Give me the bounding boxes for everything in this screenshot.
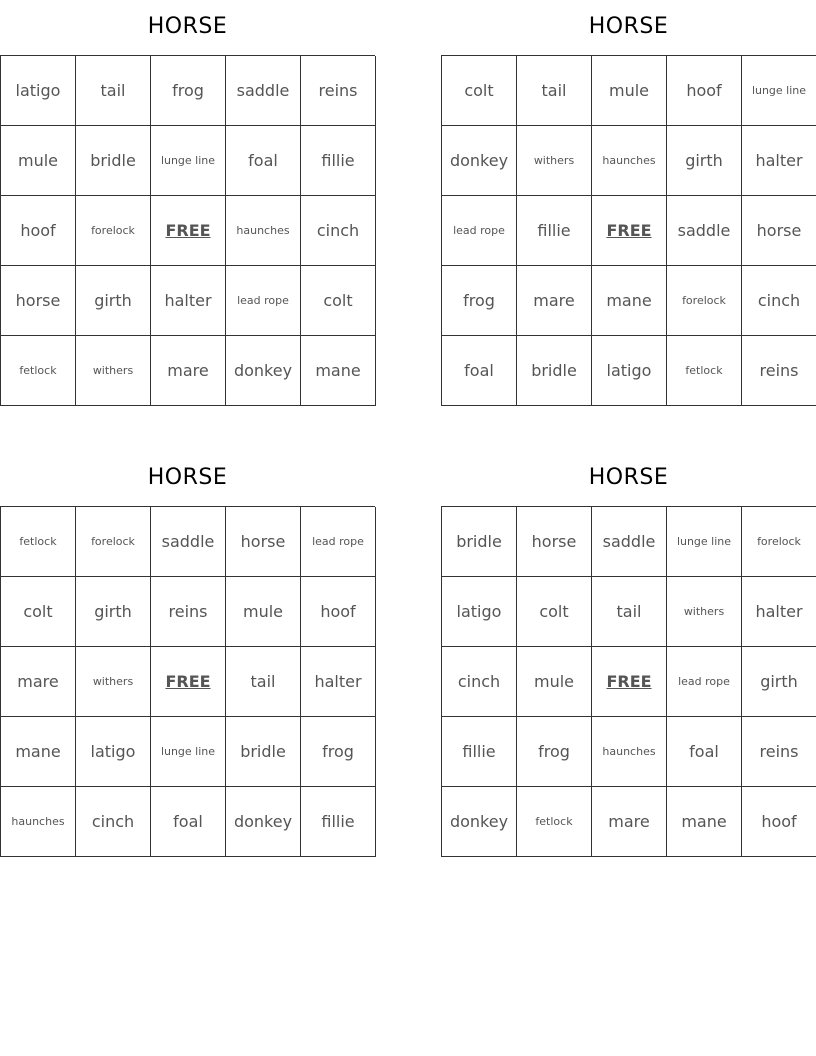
- bingo-cell: bridle: [76, 126, 151, 196]
- bingo-cell: tail: [226, 647, 301, 717]
- bingo-cell: saddle: [226, 56, 301, 126]
- bingo-cell: cinch: [76, 787, 151, 857]
- bingo-cell: foal: [442, 336, 517, 406]
- bingo-cell: foal: [151, 787, 226, 857]
- card-title: HORSE: [588, 14, 669, 39]
- bingo-cell: halter: [151, 266, 226, 336]
- bingo-cell: colt: [1, 577, 76, 647]
- bingo-cell: girth: [667, 126, 742, 196]
- bingo-cell: saddle: [592, 507, 667, 577]
- bingo-cell: fetlock: [517, 787, 592, 857]
- bingo-cell: cinch: [442, 647, 517, 717]
- bingo-cell: haunches: [1, 787, 76, 857]
- bingo-cell: halter: [301, 647, 376, 717]
- bingo-cell: hoof: [667, 56, 742, 126]
- bingo-cell: tail: [592, 577, 667, 647]
- bingo-cell: withers: [667, 577, 742, 647]
- bingo-cell: donkey: [442, 787, 517, 857]
- bingo-cell: mule: [592, 56, 667, 126]
- bingo-grid: [441, 55, 816, 406]
- bingo-cell: lunge line: [667, 507, 742, 577]
- bingo-cell: foal: [226, 126, 301, 196]
- bingo-cell: lead rope: [442, 196, 517, 266]
- bingo-cell: mane: [592, 266, 667, 336]
- bingo-cell: donkey: [226, 336, 301, 406]
- bingo-cell: forelock: [667, 266, 742, 336]
- bingo-cell: hoof: [301, 577, 376, 647]
- bingo-cell: colt: [442, 56, 517, 126]
- bingo-cell: bridle: [517, 336, 592, 406]
- card-title: HORSE: [147, 14, 228, 39]
- bingo-cell: lunge line: [151, 717, 226, 787]
- bingo-cell: girth: [76, 577, 151, 647]
- bingo-card-2: [441, 0, 816, 406]
- card-title: HORSE: [588, 465, 669, 490]
- bingo-cell: fillie: [301, 787, 376, 857]
- card-title: HORSE: [147, 465, 228, 490]
- bingo-cell: reins: [301, 56, 376, 126]
- bingo-cell: lead rope: [226, 266, 301, 336]
- bingo-cell: donkey: [442, 126, 517, 196]
- bingo-cell: mane: [667, 787, 742, 857]
- bingo-cell: reins: [151, 577, 226, 647]
- bingo-cell: mule: [226, 577, 301, 647]
- bingo-cell: frog: [301, 717, 376, 787]
- bingo-cell: mare: [1, 647, 76, 717]
- bingo-cell: latigo: [1, 56, 76, 126]
- bingo-cell: fetlock: [667, 336, 742, 406]
- bingo-cell: forelock: [76, 507, 151, 577]
- bingo-card-4: [441, 451, 816, 857]
- bingo-cell: forelock: [76, 196, 151, 266]
- bingo-cell: mare: [151, 336, 226, 406]
- free-space: FREE: [151, 196, 226, 266]
- bingo-cell: bridle: [226, 717, 301, 787]
- bingo-cell: lead rope: [667, 647, 742, 717]
- bingo-cell: saddle: [667, 196, 742, 266]
- bingo-cell: reins: [742, 717, 816, 787]
- bingo-cell: hoof: [1, 196, 76, 266]
- bingo-cell: cinch: [742, 266, 816, 336]
- bingo-card-3: [0, 451, 375, 857]
- bingo-cell: cinch: [301, 196, 376, 266]
- bingo-cell: fetlock: [1, 507, 76, 577]
- bingo-cell: mule: [517, 647, 592, 717]
- bingo-card-1: [0, 0, 375, 406]
- bingo-cell: withers: [76, 336, 151, 406]
- bingo-cell: withers: [76, 647, 151, 717]
- bingo-cell: latigo: [76, 717, 151, 787]
- bingo-cell: bridle: [442, 507, 517, 577]
- bingo-cell: horse: [742, 196, 816, 266]
- bingo-cell: horse: [226, 507, 301, 577]
- free-space: FREE: [592, 647, 667, 717]
- bingo-cell: latigo: [442, 577, 517, 647]
- bingo-cell: horse: [1, 266, 76, 336]
- bingo-cell: lunge line: [742, 56, 816, 126]
- bingo-cell: colt: [517, 577, 592, 647]
- bingo-cell: halter: [742, 577, 816, 647]
- bingo-cell: lunge line: [151, 126, 226, 196]
- bingo-cell: halter: [742, 126, 816, 196]
- bingo-cell: haunches: [592, 126, 667, 196]
- free-space: FREE: [151, 647, 226, 717]
- bingo-cell: tail: [76, 56, 151, 126]
- bingo-cell: foal: [667, 717, 742, 787]
- bingo-cell: fillie: [301, 126, 376, 196]
- bingo-cell: reins: [742, 336, 816, 406]
- bingo-grid: [0, 506, 375, 857]
- bingo-grid: [441, 506, 816, 857]
- bingo-cell: fillie: [517, 196, 592, 266]
- bingo-cell: withers: [517, 126, 592, 196]
- bingo-cell: mare: [517, 266, 592, 336]
- bingo-cell: mare: [592, 787, 667, 857]
- bingo-cell: haunches: [226, 196, 301, 266]
- bingo-cell: mule: [1, 126, 76, 196]
- bingo-cell: mane: [1, 717, 76, 787]
- bingo-cell: horse: [517, 507, 592, 577]
- bingo-cell: mane: [301, 336, 376, 406]
- bingo-cell: fetlock: [1, 336, 76, 406]
- bingo-cell: hoof: [742, 787, 816, 857]
- bingo-cell: haunches: [592, 717, 667, 787]
- bingo-cell: girth: [76, 266, 151, 336]
- bingo-cell: latigo: [592, 336, 667, 406]
- bingo-cell: donkey: [226, 787, 301, 857]
- bingo-cell: tail: [517, 56, 592, 126]
- bingo-cell: forelock: [742, 507, 816, 577]
- bingo-cell: fillie: [442, 717, 517, 787]
- bingo-cell: colt: [301, 266, 376, 336]
- bingo-grid: [0, 55, 375, 406]
- bingo-cell: frog: [442, 266, 517, 336]
- free-space: FREE: [592, 196, 667, 266]
- bingo-cell: saddle: [151, 507, 226, 577]
- bingo-cell: frog: [151, 56, 226, 126]
- bingo-cell: lead rope: [301, 507, 376, 577]
- bingo-cell: frog: [517, 717, 592, 787]
- bingo-cell: girth: [742, 647, 816, 717]
